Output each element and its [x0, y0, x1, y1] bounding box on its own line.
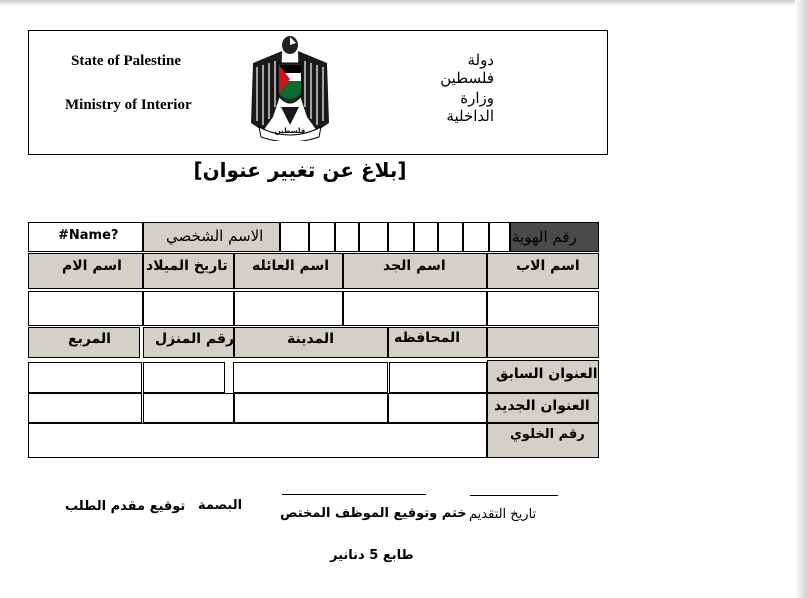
birth-date-label: تاريخ الميلاد — [146, 258, 228, 274]
previous-address-label: العنوان السابق — [496, 366, 598, 382]
family-name-field[interactable] — [234, 291, 343, 326]
application-date-label: تاريخ التقديم — [469, 507, 537, 522]
page-right-shadow — [795, 0, 807, 598]
grandfather-name-field[interactable] — [343, 291, 487, 326]
fingerprint-label: البصمة — [198, 498, 243, 513]
new-house-number-field[interactable] — [143, 393, 234, 423]
id-digit-box[interactable] — [388, 222, 414, 252]
employee-signature-line — [282, 494, 426, 495]
father-name-field[interactable] — [487, 291, 599, 326]
id-digit-box[interactable] — [359, 222, 388, 252]
employee-stamp-label: ختم وتوقيع الموظف المختص — [280, 506, 467, 521]
emblem-scroll-text: فلسطين — [274, 127, 306, 135]
personal-name-label: الاسم الشخصي — [166, 227, 264, 245]
family-name-label: اسم العائله — [252, 258, 330, 274]
governorate-label: المحافظه — [394, 330, 461, 346]
new-city-field[interactable] — [234, 393, 388, 423]
stamp-fee-label: طابع 5 دنانير — [330, 548, 414, 563]
page-top-shadow — [0, 0, 807, 6]
birth-date-field[interactable] — [143, 291, 234, 326]
id-digit-box[interactable] — [463, 222, 489, 252]
ministry-name-en: Ministry of Interior — [65, 97, 192, 113]
previous-governorate-field[interactable] — [389, 362, 487, 393]
empty-label-cell — [487, 327, 599, 358]
new-block-field[interactable] — [28, 393, 142, 423]
grandfather-name-label: اسم الجد — [383, 258, 446, 274]
state-name-en: State of Palestine — [71, 53, 181, 69]
previous-city-field[interactable] — [233, 362, 388, 393]
form-title: [بلاغ عن تغيير عنوان] — [193, 158, 407, 182]
application-date-line — [470, 495, 558, 496]
id-digit-box[interactable] — [309, 222, 335, 252]
state-name-ar: دولة فلسطين — [440, 51, 494, 87]
mother-name-field[interactable] — [28, 291, 143, 326]
new-address-label: العنوان الجديد — [494, 398, 590, 414]
letterhead-box — [28, 30, 608, 155]
father-name-label: اسم الاب — [516, 258, 580, 274]
new-governorate-field[interactable] — [388, 393, 487, 423]
id-digit-box[interactable] — [280, 222, 309, 252]
id-digit-box[interactable] — [335, 222, 359, 252]
mother-name-label: اسم الام — [62, 258, 122, 274]
id-digit-box[interactable] — [438, 222, 463, 252]
mobile-label: رقم الخلوي — [510, 427, 585, 442]
city-label: المدينة — [287, 331, 334, 347]
ministry-name-ar: وزارة الداخلية — [446, 89, 494, 125]
id-label: رقم الهوية — [512, 228, 577, 246]
house-number-label: رقم المنزل — [155, 331, 235, 347]
id-digit-box[interactable] — [489, 222, 510, 252]
previous-house-number-field[interactable] — [143, 362, 225, 393]
block-label: المربع — [68, 331, 111, 347]
mobile-number-field[interactable] — [28, 423, 487, 458]
palestine-eagle-emblem-icon — [249, 33, 331, 141]
name-value: #Name? — [58, 228, 119, 243]
applicant-signature-label: توقيع مقدم الطلب — [65, 499, 186, 514]
previous-block-field[interactable] — [28, 362, 142, 393]
id-digit-box[interactable] — [414, 222, 438, 252]
